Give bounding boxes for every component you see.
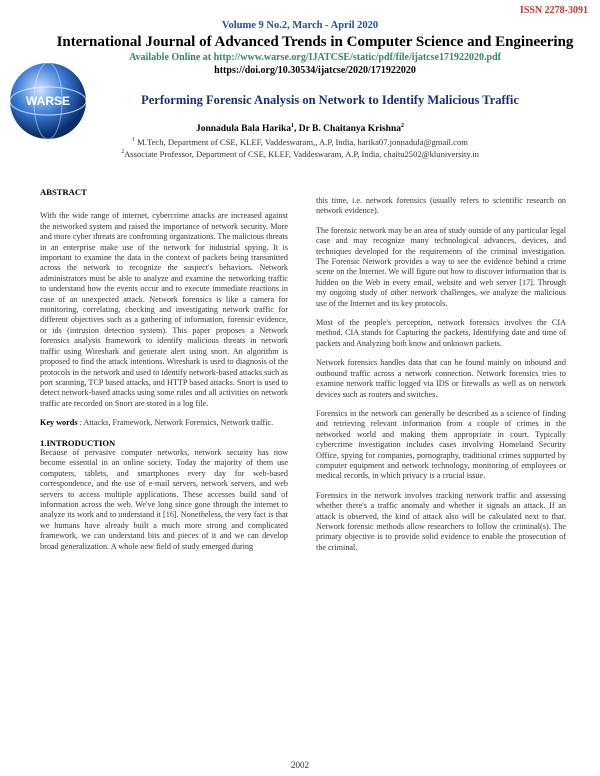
author-2-sup: 2 <box>401 123 404 129</box>
abstract-text: With the wide range of internet, cybercrime attacks are increased against the networked system and raised the importance of network security. More and more cyber threats are confronting organizations. The malicious threats in an enterprise make use of the network for industrial spying. It is important to examine the data in the context of packets being transmitted across the network to recognize the suspect's behaviors. Network administrators must be able to analyze and examine the networking traffic to understand how the events occur and to execute immediate reactions in case of an unexpected attack. Network forensics is like a camera for monitoring, correlating, checking and investigating network traffic for different objectives such as a gathering of information, forensic evidence, or ids (intrusion detection system). This paper proposes a Network forensics analysis framework to identify malicious threats in network traffic using Wireshark and generate alert using snort. An algorithm is proposed to find the attack intentions. Wireshark is used to diagnosis of the protocols in the network and used to identify network-based attacks such as port scanning, TCP based attacks, and HTTP based attacks. Snort is used to detect network-based attacks using some rules and all activities on network traffic are recorded on Snort are stored in a log file. <box>40 211 288 408</box>
keywords-paragraph <box>40 418 288 428</box>
keywords-text: : Attacks, Framework, Network Forensics, Network traffic. <box>77 418 274 428</box>
right-column <box>316 196 566 562</box>
paragraph-5: Forensics in the network can generally be described as a science of finding and retrieving relevant information from a couple of crimes in the networked world and making them appropriate in court. Typically cybercrime investigation includes cases involving Homeland Security Office, spying for companies, pornography, traditional crimes supported by computer equipment and network technology, monitoring of employees or medical records, in which privacy is a crucial issue. <box>316 408 566 481</box>
author-separator: , Dr B. Chaitanya Krishna <box>294 124 401 135</box>
doi-link[interactable]: https://doi.org/10.30534/ijatcse/2020/171922020 <box>214 65 416 76</box>
aff-2-text: Associate Professor, Department of CSE, KLEF, Vaddeswaram, A.P, India, chaitu2502@kluniversity.in <box>124 149 479 159</box>
introduction-heading: 1.INTRODUCTION <box>40 437 116 448</box>
issn-label: ISSN 2278-3091 <box>519 5 588 16</box>
abstract-heading: ABSTRACT <box>40 187 87 197</box>
affiliation-1 <box>0 137 600 147</box>
left-column <box>40 187 288 561</box>
keywords-label: Key words <box>40 418 78 428</box>
paragraph-2: The forensic network may be an area of study outside of any particular legal case and may recognize many technological advances, devices, and techniques developed for the requirements of the criminal investigation. The Forensic Network provides a way to see the evidence behind a crime scene on the Internet. We will figure out how to discover information that is hidden on the Web in every email, website and web server [17]. Through my ongoing study of other network challenges, we analyze the malicious use of the Internet and its key protocols. <box>316 225 566 308</box>
logo-text: WARSE <box>25 94 71 108</box>
affiliation-2 <box>0 149 600 159</box>
volume-line: Volume 9 No.2, March - April 2020 <box>221 20 379 31</box>
paragraph-3: Most of the people's perception, network forensics involves the CIA method. CIA stands for Capturing the packets, Identifying date and time of packets and Analyzing both know and unknown packets. <box>316 318 566 348</box>
aff-1-text: M.Tech, Department of CSE, KLEF, Vaddeswaram,, A.P, India, harika07.jonnadula@gmail.com <box>135 137 468 147</box>
author-1: Jonnadula Bala Harika <box>195 124 292 135</box>
paper-title: Performing Forensic Analysis on Network to Identify Malicious Traffic <box>141 93 519 107</box>
paragraph-4: Network forensics handles data that can be found mainly on inbound and outbound traffic across a network connection. Network forensics tries to examine network traffic logged via IDS or firewalls as well as on network devices such as routers and switches. <box>316 358 566 399</box>
paragraph-6: Forensics in the network involves tracking network traffic and assessing whether there's a traffic anomaly and whether it signals an attack. If an attack is observed, the kind of attack also will be calculated next to that. Network forensic methods allow researchers to follow the criminal(s). The primary objective is to provide solid evidence to enable the prosecution of the criminal. <box>316 490 566 552</box>
available-online-link[interactable]: Available Online at http://www.warse.org/IJATCSE/static/pdf/file/ijatcse171922020.pdf <box>129 52 501 63</box>
aff-1-sup: 1 <box>132 137 136 144</box>
author-line <box>0 123 600 134</box>
paragraph-1: this time, i.e. network forensics (usually refers to scientific research on network evidence). <box>316 196 566 216</box>
aff-2-sup: 2 <box>121 149 125 156</box>
introduction-text: Because of pervasive computer networks, network security has now become essential in an online society. Today the majority of them use computers, tablets, and smartphones every day for web-based correspondence, and the use of e-mail servers, network servers, and web servers to access multiple applications. These accesses build sand of information across the web. We've long since gone through the internet to analyze its work and to understand it [16]. Nonetheless, the very fact is that we humans have already built a much more strong and complicated framework, we can understand bits and pieces of it and we can develop broad generalization. A whole new field of study emerged during <box>40 447 288 551</box>
page-number: 2002 <box>291 760 309 770</box>
journal-title: International Journal of Advanced Trends in Computer Science and Engineering <box>56 34 574 50</box>
author-1-sup: 1 <box>291 123 295 129</box>
